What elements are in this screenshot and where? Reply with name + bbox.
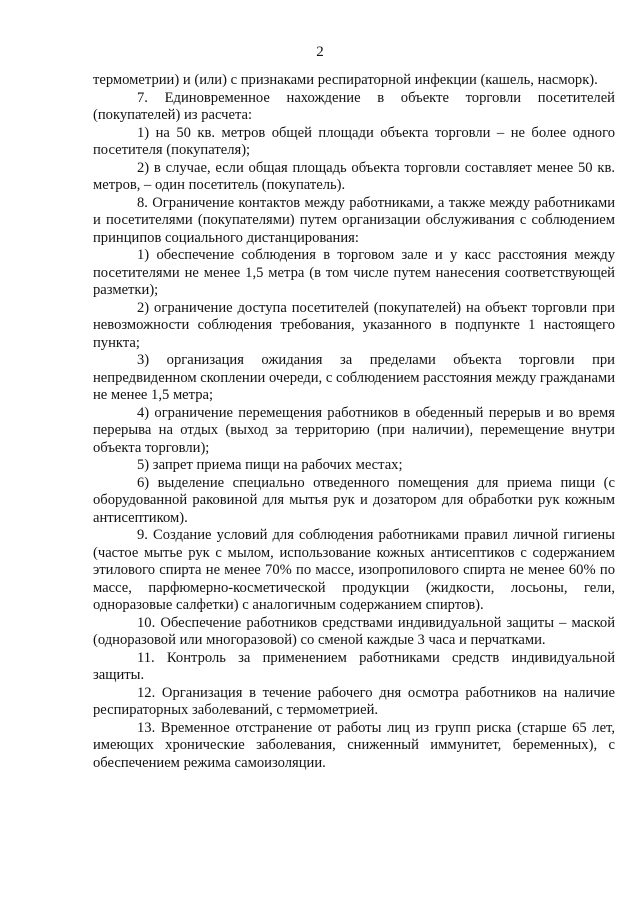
paragraph: 12. Организация в течение рабочего дня осмотра работников на наличие респираторных заболеваний, с термометрией.	[93, 684, 615, 718]
paragraph: 9. Создание условий для соблюдения работниками правил личной гигиены (частое мытье рук с мылом, использование кожных антисептиков с содержанием этилового спирта не менее 70% по массе, изопропилового спирта не менее 60% по массе, парфюмерно-косметической продукции (жидкости, лосьоны, гели, одноразовые салфетки) с аналогичным содержанием спиртов).	[93, 527, 615, 613]
document-body	[93, 72, 615, 772]
paragraph: 7. Единовременное нахождение в объекте торговли посетителей (покупателей) из расчета:	[93, 89, 615, 123]
list-item: 4) ограничение перемещения работников в обеденный перерыв и во время перерыва на отдых (выход за территорию (при наличии), перемещение внутри объекта торговли);	[93, 404, 615, 456]
list-item: 6) выделение специально отведенного помещения для приема пищи (с оборудованной раковиной для мытья рук и дозатором для обработки рук кожным антисептиком).	[93, 474, 615, 526]
paragraph: 10. Обеспечение работников средствами индивидуальной защиты – маской (одноразовой или многоразовой) со сменой каждые 3 часа и перчатками.	[93, 614, 615, 648]
list-item: 3) организация ожидания за пределами объекта торговли при непредвиденном скоплении очереди, с соблюдением расстояния между гражданами не менее 1,5 метра;	[93, 352, 616, 403]
page-number: 2	[316, 44, 324, 60]
paragraph: 8. Ограничение контактов между работниками, а также между работниками и посетителями (покупателями) путем организации обслуживания с соблюдением принципов социального дистанцирования:	[93, 194, 615, 246]
list-item: 1) обеспечение соблюдения в торговом зале и у касс расстояния между посетителями не менее 1,5 метра (в том числе путем нанесения соответствующей разметки);	[93, 247, 615, 298]
paragraph: 11. Контроль за применением работниками средств индивидуальной защиты.	[93, 649, 615, 683]
list-item: 2) в случае, если общая площадь объекта торговли составляет менее 50 кв. метров, – один посетитель (покупатель).	[93, 159, 615, 193]
list-item: 5) запрет приема пищи на рабочих местах;	[137, 457, 403, 473]
paragraph: 13. Временное отстранение от работы лиц из групп риска (старше 65 лет, имеющих хронические заболевания, сниженный иммунитет, беременных), с обеспечением режима самоизоляции.	[93, 719, 615, 771]
list-item: 1) на 50 кв. метров общей площади объекта торговли – не более одного посетителя (покупателя);	[93, 124, 615, 158]
paragraph: термометрии) и (или) с признаками респираторной инфекции (кашель, насморк).	[93, 72, 598, 88]
list-item: 2) ограничение доступа посетителей (покупателей) на объект торговли при невозможности соблюдения требования, указанного в подпункте 1 настоящего пункта;	[93, 299, 615, 351]
